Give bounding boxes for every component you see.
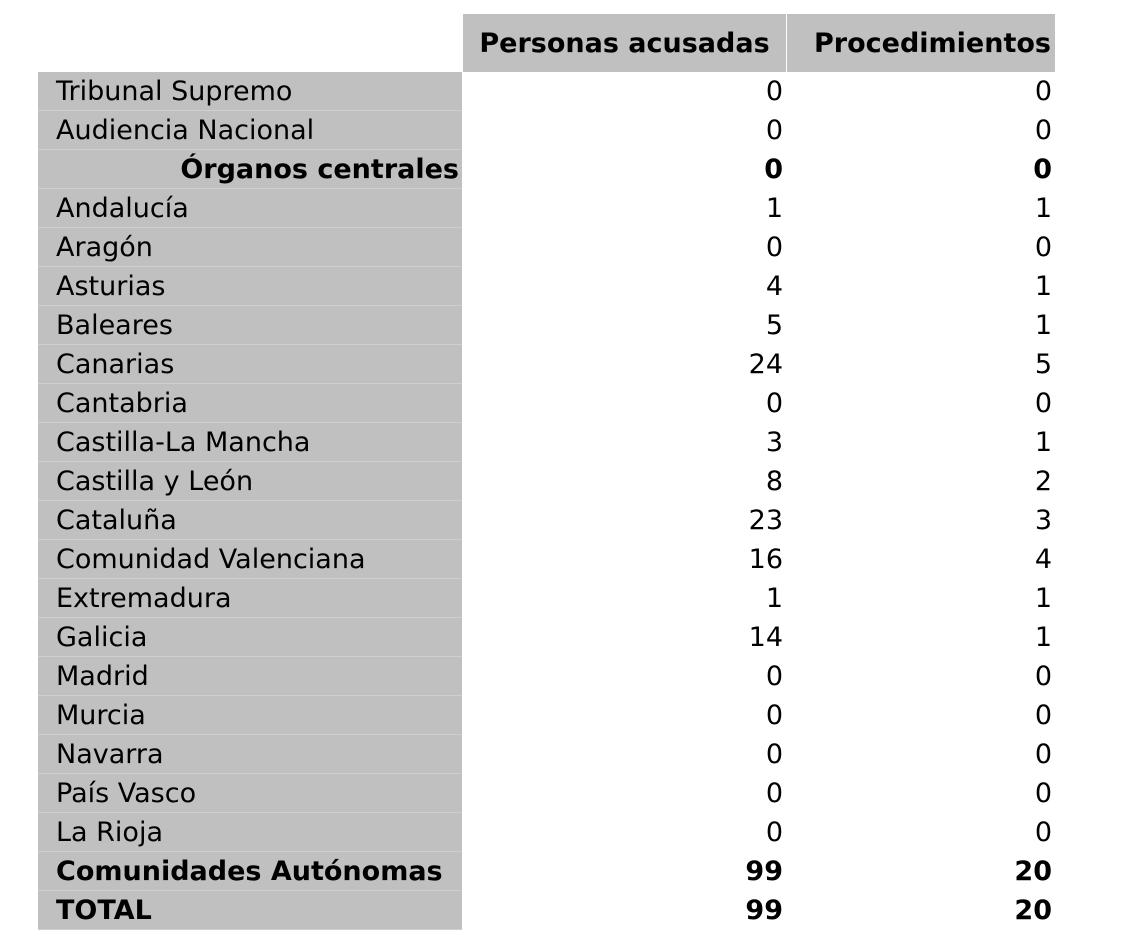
header-personas-acusadas: Personas acusadas	[463, 14, 786, 72]
row-label: Comunidad Valenciana	[38, 540, 462, 579]
cell-personas-acusadas: 0	[765, 388, 783, 419]
row-label: Galicia	[38, 618, 462, 657]
cell-personas-acusadas: 8	[765, 466, 783, 497]
cell-personas-acusadas: 3	[765, 427, 783, 458]
cell-procedimientos: 0	[1034, 700, 1052, 731]
table-row	[38, 891, 1055, 930]
row-label: Murcia	[38, 696, 462, 735]
cell-procedimientos: 0	[1034, 76, 1052, 107]
cell-procedimientos: 2	[1034, 466, 1052, 497]
cell-procedimientos: 0	[1033, 154, 1052, 185]
table-row	[38, 657, 1055, 696]
cell-personas-acusadas: 1	[765, 583, 783, 614]
cell-procedimientos: 0	[1034, 115, 1052, 146]
cell-personas-acusadas: 0	[765, 739, 783, 770]
table-row	[38, 228, 1055, 267]
row-label: Aragón	[38, 228, 462, 267]
row-label: Castilla y León	[38, 462, 462, 501]
cell-procedimientos: 1	[1034, 583, 1052, 614]
cell-personas-acusadas: 0	[765, 232, 783, 263]
cell-procedimientos: 0	[1034, 739, 1052, 770]
row-label: Cataluña	[38, 501, 462, 540]
table-row	[38, 618, 1055, 657]
cell-procedimientos: 20	[1014, 856, 1052, 887]
cell-personas-acusadas: 0	[764, 154, 783, 185]
table-row	[38, 384, 1055, 423]
cell-procedimientos: 1	[1034, 310, 1052, 341]
cell-procedimientos: 1	[1034, 271, 1052, 302]
cell-personas-acusadas: 0	[765, 700, 783, 731]
row-label: Comunidades Autónomas	[38, 852, 462, 891]
cell-procedimientos: 0	[1034, 661, 1052, 692]
row-label: Canarias	[38, 345, 462, 384]
row-label: Extremadura	[38, 579, 462, 618]
cell-personas-acusadas: 4	[765, 271, 783, 302]
table-row	[38, 579, 1055, 618]
table-row	[38, 735, 1055, 774]
row-label: País Vasco	[38, 774, 462, 813]
table-row	[38, 540, 1055, 579]
row-label: Órganos centrales	[38, 150, 462, 189]
cell-personas-acusadas: 0	[765, 661, 783, 692]
cell-personas-acusadas: 23	[748, 505, 783, 536]
cell-personas-acusadas: 99	[745, 856, 783, 887]
header-procedimientos: Procedimientos	[787, 14, 1055, 72]
row-label: Audiencia Nacional	[38, 111, 462, 150]
cell-procedimientos: 1	[1034, 427, 1052, 458]
table-row	[38, 72, 1055, 111]
cell-procedimientos: 1	[1034, 193, 1052, 224]
cell-personas-acusadas: 16	[748, 544, 783, 575]
cell-procedimientos: 0	[1034, 388, 1052, 419]
row-label: Cantabria	[38, 384, 462, 423]
cell-personas-acusadas: 0	[765, 115, 783, 146]
row-label: Castilla-La Mancha	[38, 423, 462, 462]
table-row	[38, 813, 1055, 852]
row-label: Tribunal Supremo	[38, 72, 462, 111]
row-label: Baleares	[38, 306, 462, 345]
cell-procedimientos: 3	[1034, 505, 1052, 536]
table-row	[38, 852, 1055, 891]
row-label: Asturias	[38, 267, 462, 306]
cell-procedimientos: 4	[1034, 544, 1052, 575]
cell-personas-acusadas: 99	[745, 895, 783, 926]
cell-procedimientos: 1	[1034, 622, 1052, 653]
cell-personas-acusadas: 5	[765, 310, 783, 341]
row-label: Navarra	[38, 735, 462, 774]
table-row	[38, 189, 1055, 228]
table-row	[38, 150, 1055, 189]
row-label: Andalucía	[38, 189, 462, 228]
table-row	[38, 345, 1055, 384]
cell-procedimientos: 5	[1034, 349, 1052, 380]
cell-personas-acusadas: 0	[765, 76, 783, 107]
cell-personas-acusadas: 0	[765, 778, 783, 809]
table-row	[38, 111, 1055, 150]
cell-personas-acusadas: 14	[748, 622, 783, 653]
table-row	[38, 501, 1055, 540]
table-row	[38, 696, 1055, 735]
table-row	[38, 423, 1055, 462]
row-label: La Rioja	[38, 813, 462, 852]
cell-procedimientos: 0	[1034, 778, 1052, 809]
cell-procedimientos: 0	[1034, 232, 1052, 263]
cell-personas-acusadas: 1	[765, 193, 783, 224]
cell-personas-acusadas: 0	[765, 817, 783, 848]
table-row	[38, 306, 1055, 345]
row-label: TOTAL	[38, 891, 462, 930]
cell-procedimientos: 0	[1034, 817, 1052, 848]
row-label: Madrid	[38, 657, 462, 696]
table-row	[38, 774, 1055, 813]
cell-personas-acusadas: 24	[748, 349, 783, 380]
table-row	[38, 462, 1055, 501]
cell-procedimientos: 20	[1014, 895, 1052, 926]
table-row	[38, 267, 1055, 306]
